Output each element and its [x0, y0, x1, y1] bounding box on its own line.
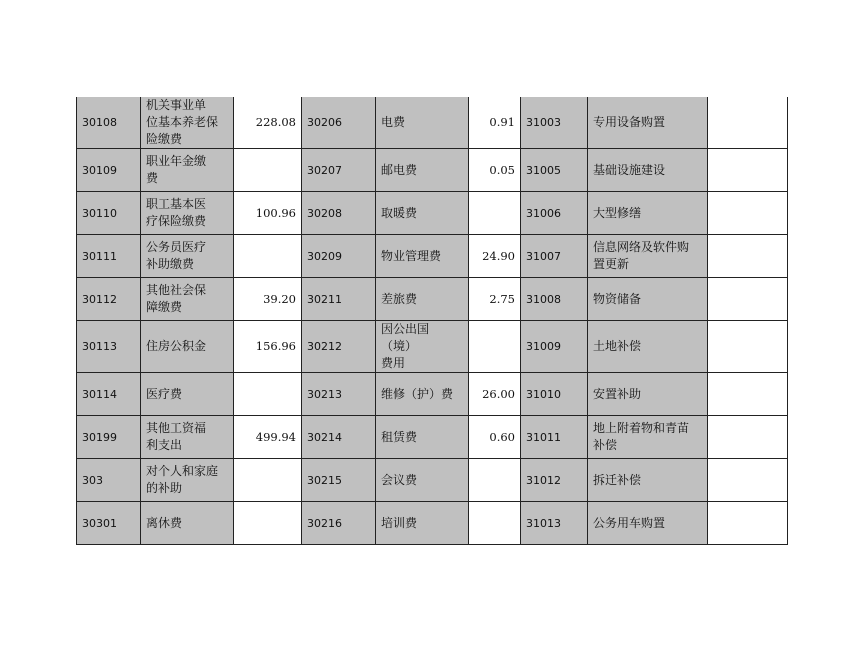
- code-cell: 30212: [302, 321, 376, 373]
- amount-cell: 2.75: [469, 278, 521, 321]
- code-cell: 30113: [77, 321, 141, 373]
- name-cell: 职业年金缴 费: [141, 149, 234, 192]
- table-row: [77, 149, 788, 192]
- table-row: [77, 416, 788, 459]
- code-cell: 31008: [521, 278, 588, 321]
- code-cell: 30209: [302, 235, 376, 278]
- name-cell: 公务用车购置: [588, 502, 708, 545]
- table-row: [77, 502, 788, 545]
- empty-amount-cell: [708, 321, 788, 373]
- code-cell: 30214: [302, 416, 376, 459]
- name-cell: 地上附着物和青苗 补偿: [588, 416, 708, 459]
- amount-cell: [234, 459, 302, 502]
- amount-cell: 0.91: [469, 97, 521, 149]
- name-cell: 离休费: [141, 502, 234, 545]
- code-cell: 30213: [302, 373, 376, 416]
- code-cell: 30207: [302, 149, 376, 192]
- name-cell: 信息网络及软件购 置更新: [588, 235, 708, 278]
- table-row: [77, 459, 788, 502]
- name-cell: 维修（护）费: [376, 373, 469, 416]
- code-cell: 303: [77, 459, 141, 502]
- code-cell: 30111: [77, 235, 141, 278]
- empty-amount-cell: [708, 97, 788, 149]
- name-cell: 物业管理费: [376, 235, 469, 278]
- code-cell: 31007: [521, 235, 588, 278]
- amount-cell: [234, 502, 302, 545]
- amount-cell: [234, 149, 302, 192]
- amount-cell: [469, 192, 521, 235]
- amount-cell: 26.00: [469, 373, 521, 416]
- code-cell: 30108: [77, 97, 141, 149]
- code-cell: 30301: [77, 502, 141, 545]
- code-cell: 31012: [521, 459, 588, 502]
- amount-cell: 499.94: [234, 416, 302, 459]
- amount-cell: 39.20: [234, 278, 302, 321]
- amount-cell: [469, 459, 521, 502]
- name-cell: 取暖费: [376, 192, 469, 235]
- code-cell: 30211: [302, 278, 376, 321]
- code-cell: 30112: [77, 278, 141, 321]
- name-cell: 机关事业单 位基本养老保 险缴费: [141, 97, 234, 149]
- table-row: [77, 235, 788, 278]
- name-cell: 大型修缮: [588, 192, 708, 235]
- code-cell: 31010: [521, 373, 588, 416]
- name-cell: 住房公积金: [141, 321, 234, 373]
- amount-cell: [469, 321, 521, 373]
- name-cell: 基础设施建设: [588, 149, 708, 192]
- name-cell: 其他社会保 障缴费: [141, 278, 234, 321]
- amount-cell: 0.60: [469, 416, 521, 459]
- code-cell: 31006: [521, 192, 588, 235]
- name-cell: 专用设备购置: [588, 97, 708, 149]
- empty-amount-cell: [708, 278, 788, 321]
- amount-cell: 228.08: [234, 97, 302, 149]
- name-cell: 公务员医疗 补助缴费: [141, 235, 234, 278]
- name-cell: 因公出国（境） 费用: [376, 321, 469, 373]
- code-cell: 30215: [302, 459, 376, 502]
- amount-cell: 0.05: [469, 149, 521, 192]
- name-cell: 拆迁补偿: [588, 459, 708, 502]
- name-cell: 土地补偿: [588, 321, 708, 373]
- name-cell: 租赁费: [376, 416, 469, 459]
- table-row: [77, 97, 788, 149]
- table-body: [77, 97, 788, 545]
- code-cell: 30110: [77, 192, 141, 235]
- amount-cell: [234, 373, 302, 416]
- code-cell: 30216: [302, 502, 376, 545]
- name-cell: 医疗费: [141, 373, 234, 416]
- name-cell: 安置补助: [588, 373, 708, 416]
- code-cell: 30206: [302, 97, 376, 149]
- code-cell: 31003: [521, 97, 588, 149]
- code-cell: 31005: [521, 149, 588, 192]
- code-cell: 30109: [77, 149, 141, 192]
- code-cell: 30199: [77, 416, 141, 459]
- table-row: [77, 278, 788, 321]
- code-cell: 31013: [521, 502, 588, 545]
- name-cell: 邮电费: [376, 149, 469, 192]
- name-cell: 物资储备: [588, 278, 708, 321]
- code-cell: 30114: [77, 373, 141, 416]
- empty-amount-cell: [708, 459, 788, 502]
- name-cell: 培训费: [376, 502, 469, 545]
- table-row: [77, 321, 788, 373]
- name-cell: 电费: [376, 97, 469, 149]
- empty-amount-cell: [708, 502, 788, 545]
- name-cell: 会议费: [376, 459, 469, 502]
- code-cell: 31011: [521, 416, 588, 459]
- budget-table: [76, 97, 788, 545]
- amount-cell: [469, 502, 521, 545]
- empty-amount-cell: [708, 416, 788, 459]
- empty-amount-cell: [708, 235, 788, 278]
- table-row: [77, 192, 788, 235]
- table-row: [77, 373, 788, 416]
- amount-cell: 24.90: [469, 235, 521, 278]
- code-cell: 31009: [521, 321, 588, 373]
- code-cell: 30208: [302, 192, 376, 235]
- name-cell: 职工基本医 疗保险缴费: [141, 192, 234, 235]
- empty-amount-cell: [708, 192, 788, 235]
- amount-cell: 100.96: [234, 192, 302, 235]
- empty-amount-cell: [708, 149, 788, 192]
- amount-cell: 156.96: [234, 321, 302, 373]
- name-cell: 差旅费: [376, 278, 469, 321]
- empty-amount-cell: [708, 373, 788, 416]
- amount-cell: [234, 235, 302, 278]
- name-cell: 对个人和家庭 的补助: [141, 459, 234, 502]
- name-cell: 其他工资福 利支出: [141, 416, 234, 459]
